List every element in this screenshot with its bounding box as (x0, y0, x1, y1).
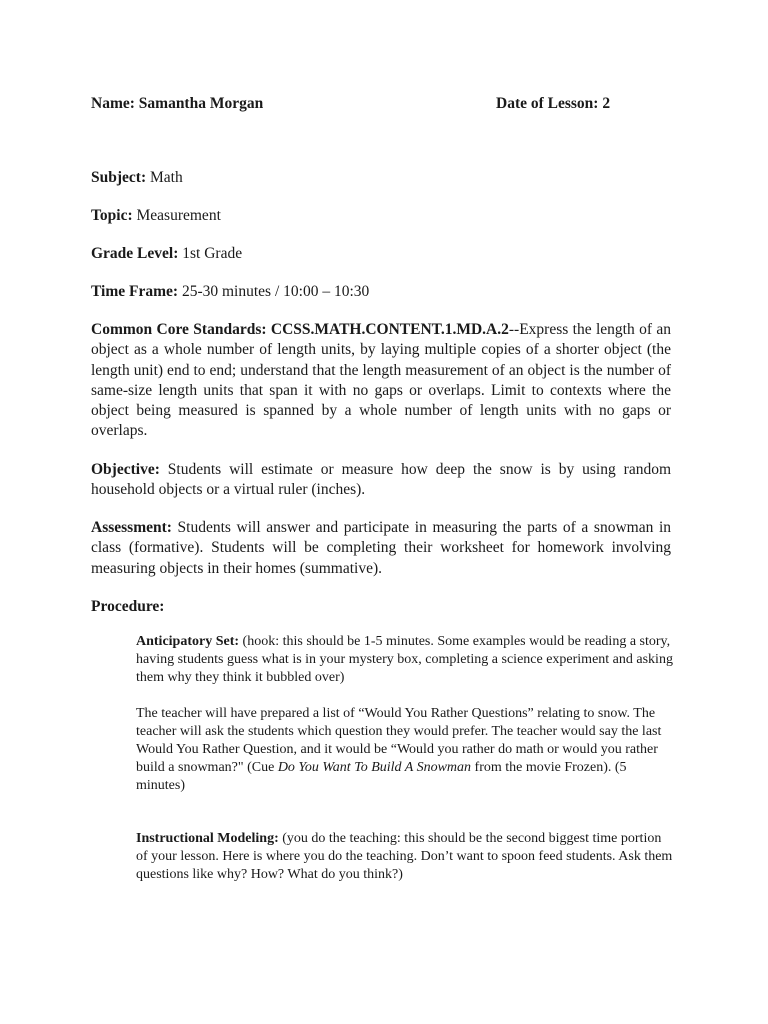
date-label: Date of Lesson: (496, 95, 599, 112)
name-label: Name: (91, 95, 135, 112)
time-frame-label: Time Frame: (91, 283, 179, 300)
teacher-text-after: from the movie Frozen). (5 minutes) (136, 760, 627, 793)
date-value: 2 (602, 95, 611, 112)
teacher-text-before: The teacher will have prepared a list of “Would You Rather Questions” relating to snow. The teacher will ask the students which question they would prefer. The teacher would say the last Would You Rather Question, and it would be “Would you rather do math or would you rather build a snowman?" (Cue (136, 706, 662, 775)
subject-line (91, 168, 183, 188)
teacher-activity-paragraph (136, 705, 676, 795)
standards-text: --Express the length of an object as a whole number of length units, by laying multiple copies of a shorter object (the length unit) end to end; understand that the length measurement of an object is the number of same-size length units that span it with no gaps or overlaps. Limit to contexts where the object being measured is spanned by a whole number of length units with no gaps or overlaps. (91, 321, 671, 440)
song-title: Do You Want To Build A Snowman (277, 760, 472, 775)
topic-line (91, 206, 221, 226)
topic-label: Topic: (91, 207, 133, 224)
anticipatory-set-label: Anticipatory Set: (136, 634, 240, 649)
standards-label: Common Core Standards: (91, 321, 267, 338)
grade-line (91, 244, 242, 264)
anticipatory-set-paragraph (136, 633, 676, 687)
subject-value: Math (149, 169, 183, 186)
instructional-modeling-label: Instructional Modeling: (136, 831, 279, 846)
time-frame-value: 25-30 minutes / 10:00 – 10:30 (181, 283, 370, 300)
time-frame-line (91, 282, 369, 302)
name-value: Samantha Morgan (138, 95, 264, 112)
name-line (91, 94, 263, 114)
procedure-heading (91, 597, 164, 617)
date-line (496, 94, 610, 114)
objective-text: Students will estimate or measure how deep the snow is by using random household objects or a virtual ruler (inches). (91, 461, 672, 499)
objective-paragraph (91, 460, 671, 501)
grade-value: 1st Grade (182, 245, 243, 262)
assessment-paragraph (91, 518, 671, 579)
instructional-modeling-text: (you do the teaching: this should be the second biggest time portion of your lesson. Here is where you do the teaching. Don’t want to spoon feed students. Ask them questions like why? How? What do you think?) (136, 831, 673, 882)
topic-value: Measurement (136, 207, 221, 224)
grade-label: Grade Level: (91, 245, 179, 262)
instructional-modeling-paragraph (136, 830, 676, 884)
standards-paragraph (91, 320, 671, 442)
procedure-label: Procedure: (91, 598, 165, 615)
subject-label: Subject: (91, 169, 147, 186)
objective-label: Objective: (91, 461, 160, 478)
standards-code: CCSS.MATH.CONTENT.1.MD.A.2 (270, 321, 509, 338)
anticipatory-set-text: (hook: this should be 1-5 minutes. Some examples would be reading a story, having students guess what is in your mystery box, completing a science experiment and asking them why they think it bubbled over) (136, 634, 673, 685)
assessment-text: Students will answer and participate in measuring the parts of a snowman in class (formative). Students will be completing their worksheet for homework involving measuring objects in their homes (summative). (91, 519, 671, 577)
assessment-label: Assessment: (91, 519, 172, 536)
